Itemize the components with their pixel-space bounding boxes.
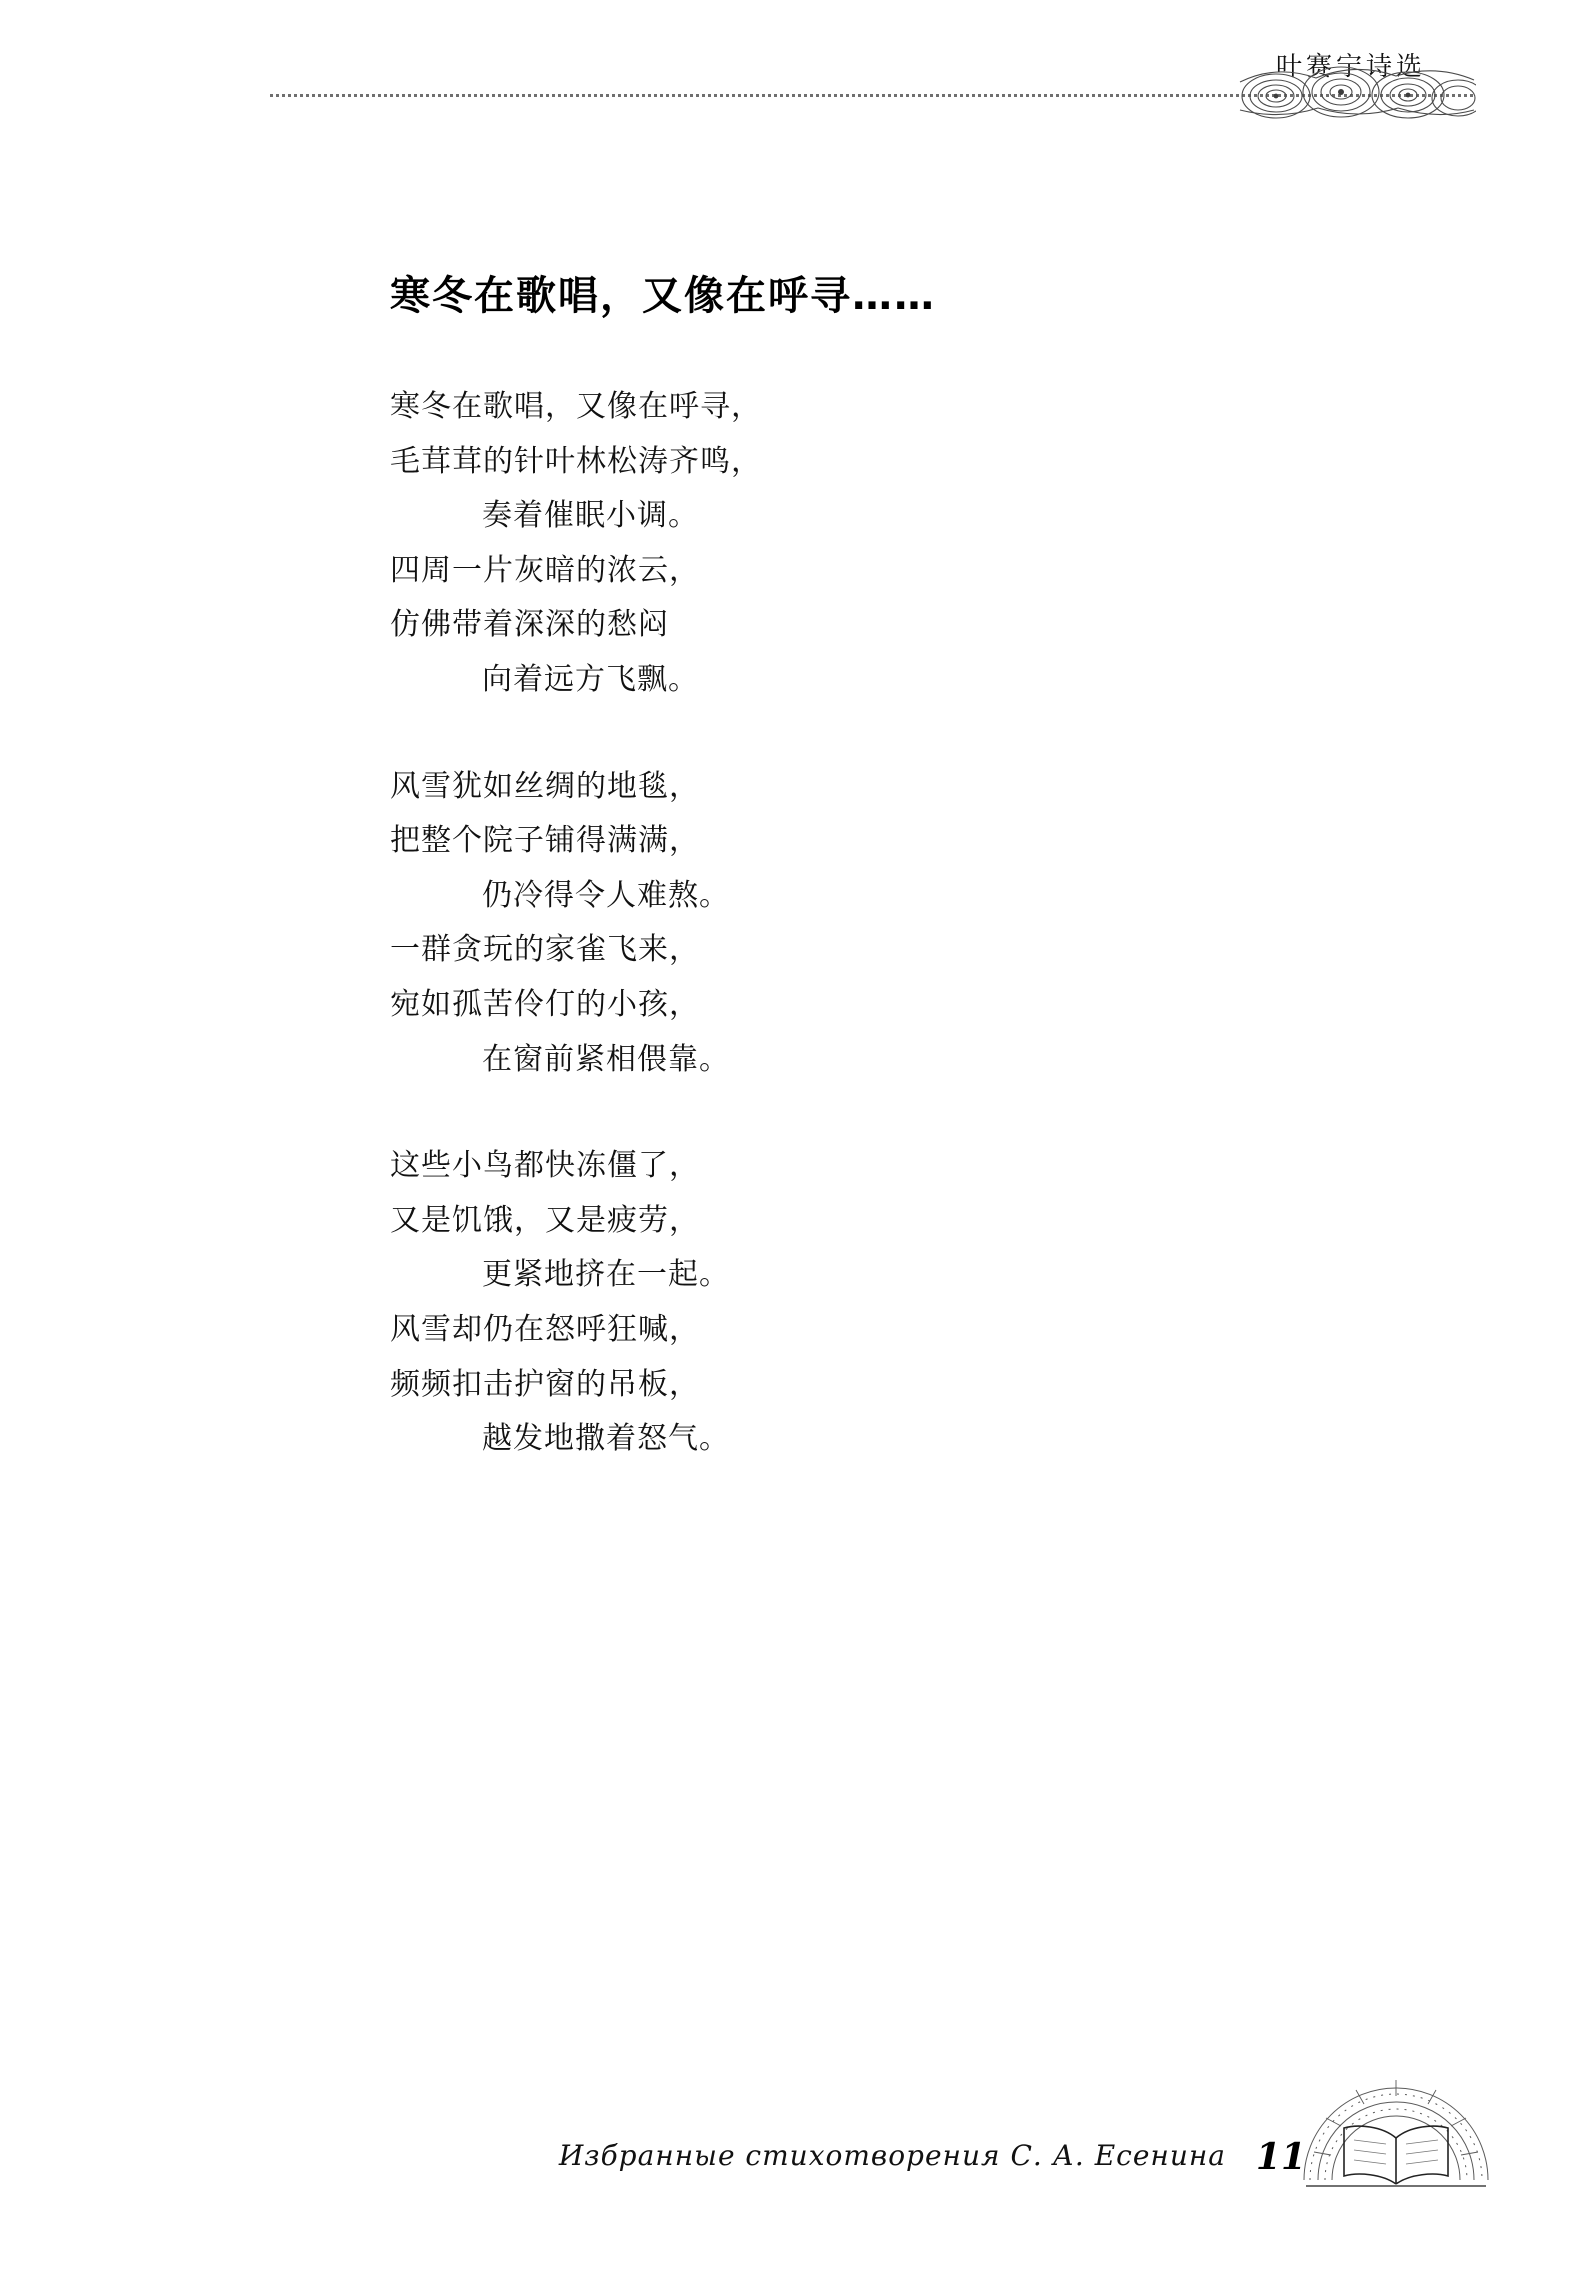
- stanza: [390, 1139, 1190, 1467]
- poem-line: 风雪却仍在怒呼狂喊，: [390, 1311, 700, 1347]
- poem-line: 越发地撒着怒气。: [482, 1421, 730, 1457]
- stanza: [390, 760, 1190, 1088]
- floral-ornament-icon: [1236, 62, 1476, 120]
- poem-line: 风雪犹如丝绸的地毯，: [390, 768, 700, 804]
- poem-line: 一群贪玩的家雀飞来，: [390, 932, 700, 968]
- poem-body: [390, 270, 1190, 1519]
- page-header: [270, 40, 1476, 120]
- poem-title: 寒冬在歌唱，又像在呼寻……: [390, 273, 936, 319]
- poem-line: 更紧地挤在一起。: [482, 1257, 730, 1293]
- poem-line: 寒冬在歌唱，又像在呼寻，: [390, 389, 762, 424]
- stanza: [390, 380, 1190, 708]
- poem-line: 又是饥饿，又是疲劳，: [390, 1202, 700, 1238]
- poem-line: 仿佛带着深深的愁闷: [390, 607, 669, 643]
- footer-series-title: Избранные стихотворения С. А. Есенина: [558, 2139, 1226, 2172]
- poem-line: 毛茸茸的针叶林松涛齐鸣，: [390, 443, 762, 479]
- page-footer: [0, 2070, 1596, 2200]
- poem-line: 仍冷得令人难熬。: [482, 877, 730, 913]
- poem-line: 向着远方飞飘。: [482, 661, 699, 697]
- poem-line: 频频扣击护窗的吊板，: [390, 1366, 700, 1402]
- poem-line: 奏着催眠小调。: [482, 498, 699, 534]
- poem-line: 四周一片灰暗的浓云，: [390, 552, 700, 588]
- poem-line: 宛如孤苦伶仃的小孩，: [390, 986, 700, 1022]
- poem-line: 这些小鸟都快冻僵了，: [390, 1148, 700, 1184]
- poem-line: 把整个院子铺得满满，: [390, 823, 700, 859]
- page-number: 11: [1255, 2136, 1306, 2178]
- open-book-ornament-icon: [1286, 2060, 1506, 2210]
- running-head-title: 叶赛宁诗选: [1275, 52, 1426, 82]
- poem-line: 在窗前紧相偎靠。: [482, 1041, 730, 1077]
